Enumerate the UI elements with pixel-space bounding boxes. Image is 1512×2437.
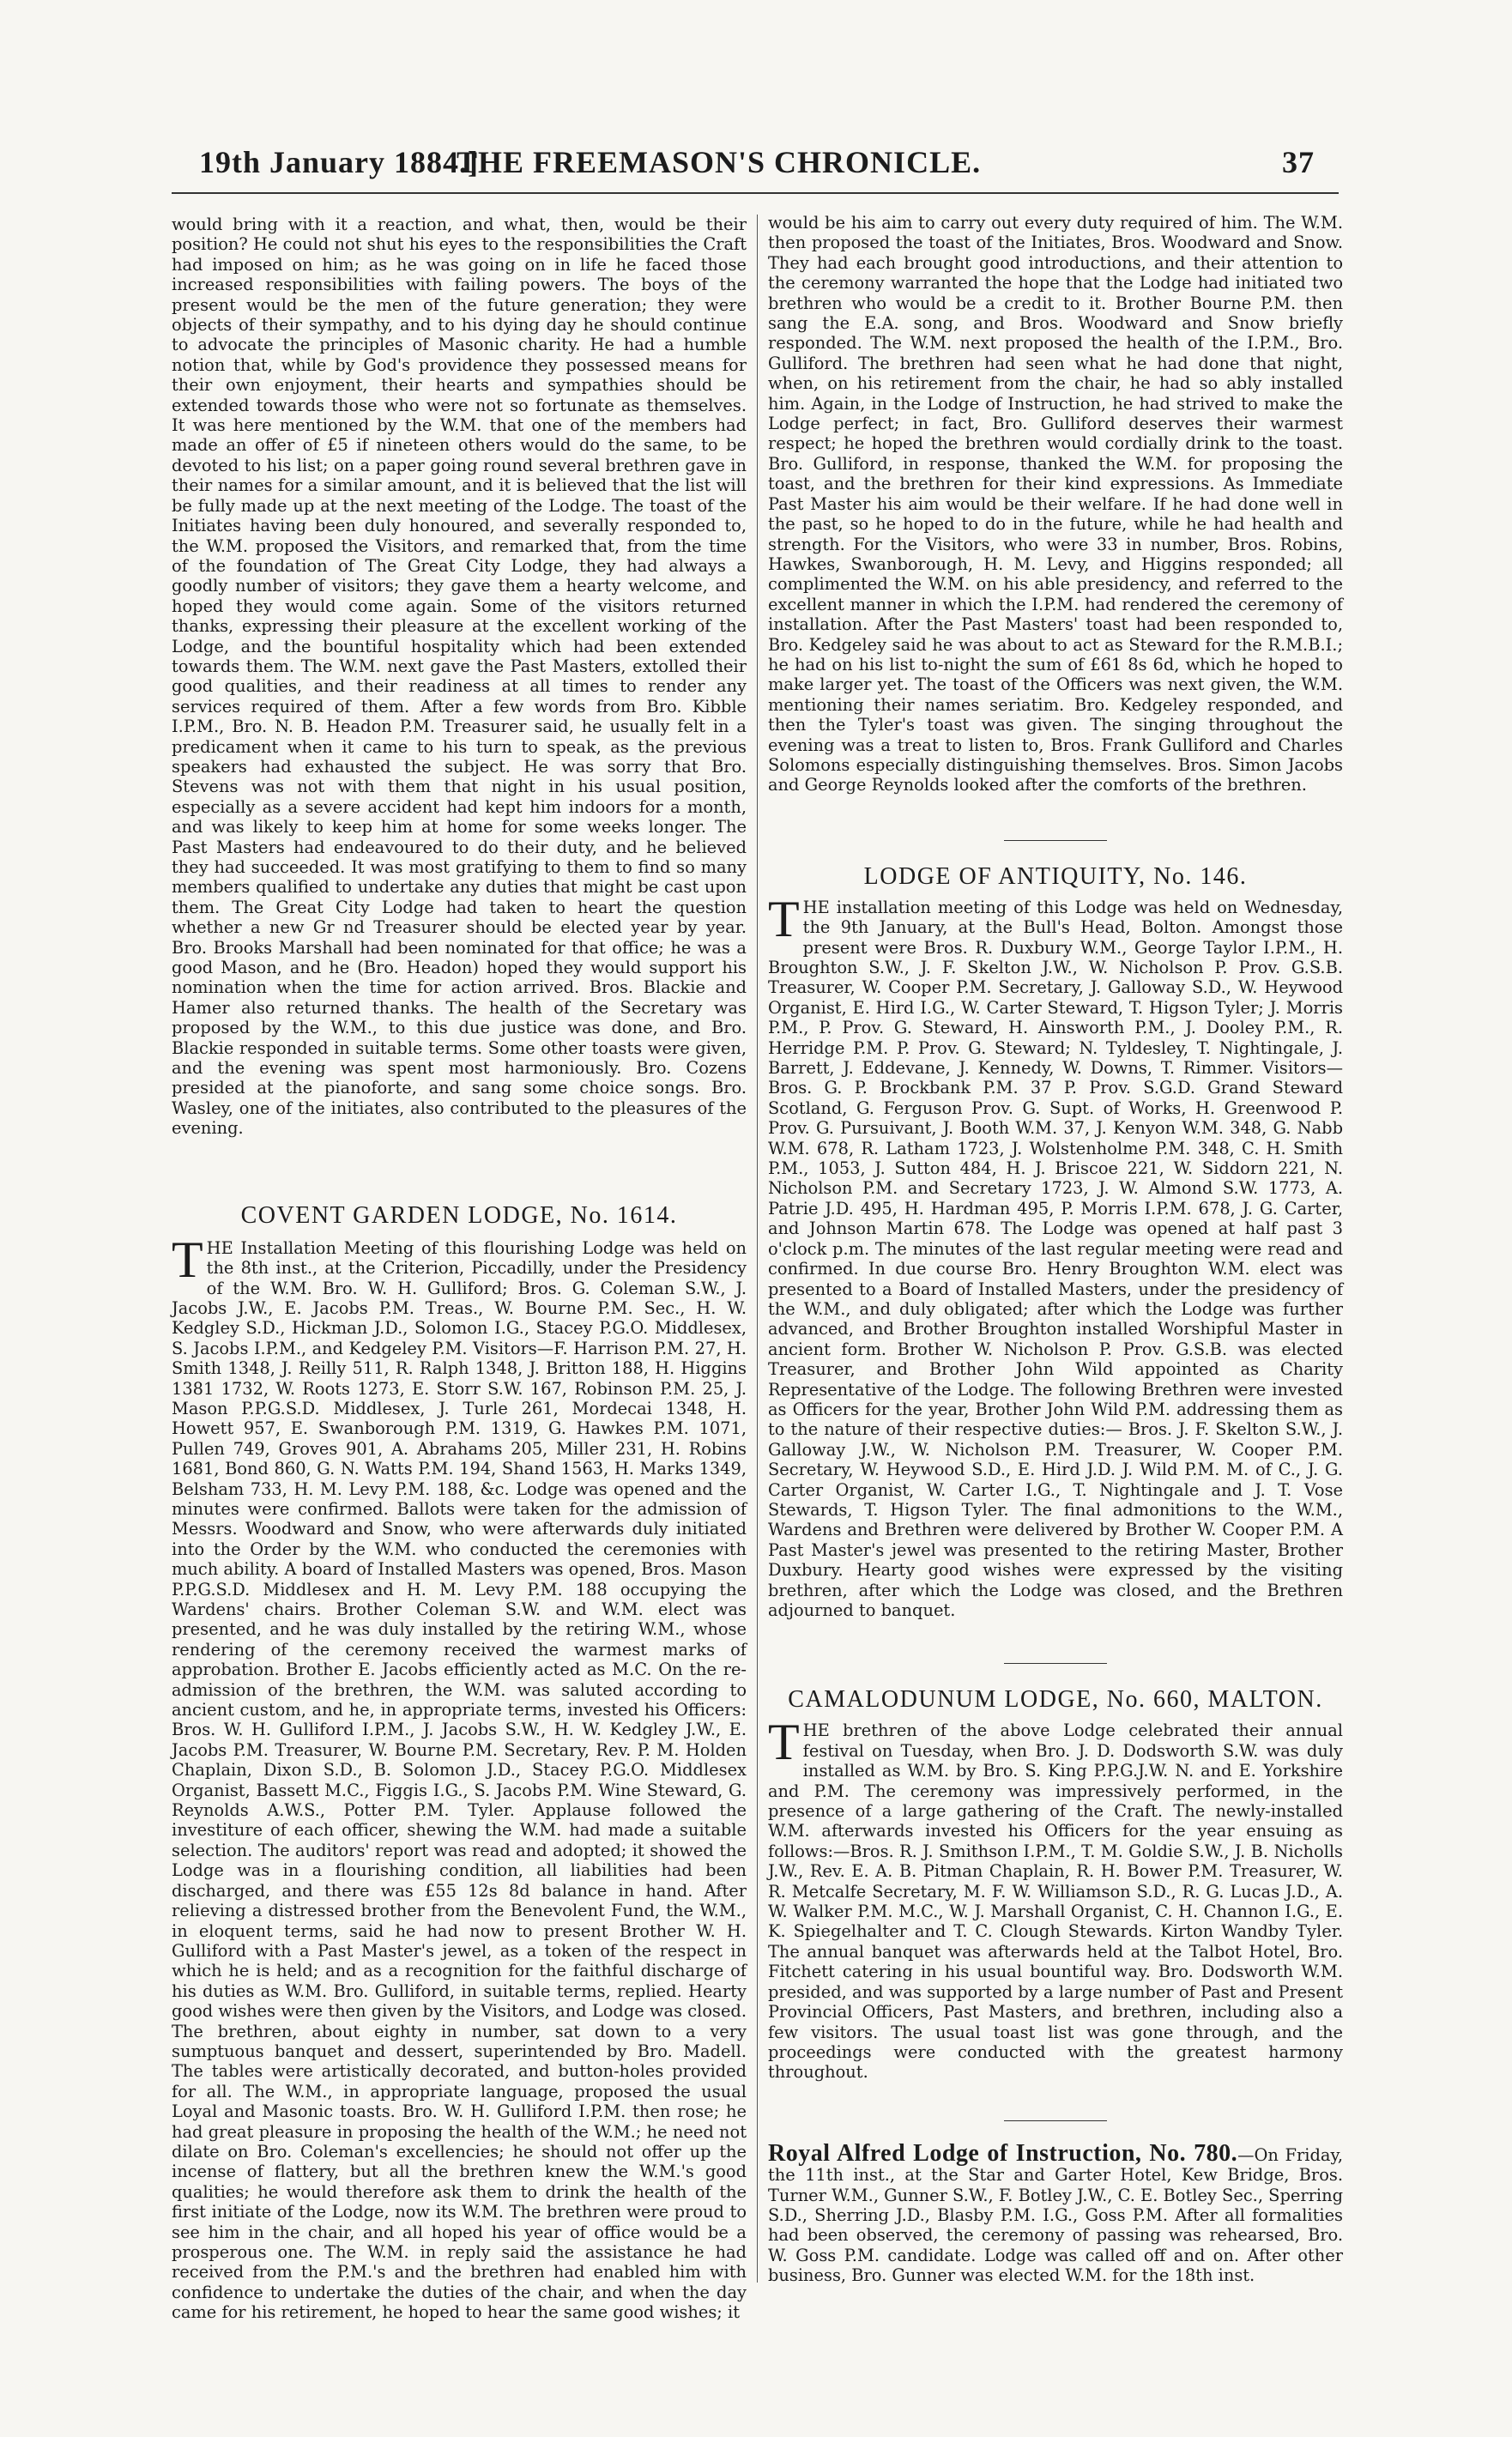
- covent-garden-continuation: would be his aim to carry out every duty required of him. The W.M. then proposed the toast of the Initiates, Bros. Woodward and Snow. They had each brought good introductions, and their attention to the ceremony warranted the hope that the Lodge had initiated two brethren who would be a credit to it. Brother Bourne P.M. then sang the E.A. song, and Bros. Woodward and Snow briefly responded. The W.M. next proposed the health of the I.P.M., Bro. Gulliford. The brethren had seen what he had done that night, when, on his retirement from the chair, he had so ably installed him. Again, in the Lodge of Instruction, he had strived to make the Lodge perfect; in fact, Bro. Gulliford deserves their warmest respect; he hoped the brethren would cordially drink to the toast. Bro. Gulliford, in response, thanked the W.M. for proposing the toast, and the brethren for their kind expressions. As Immediate Past Master his aim would be their welfare. If he had done well in the past, so he hoped to do in the future, while he had health and strength. For the Visitors, who were 33 in number, Bros. Robins, Hawkes, Swanborough, H. M. Levy, and Higgins responded; all complimented the W.M. on his able presidency, and referred to the excellent manner in which the I.P.M. had rendered the ceremony of installation. After the Past Masters' toast had been responded to, Bro. Kedgeley said he was about to act as Steward for the R.M.B.I.; he had on his list to-night the sum of £61 8s 6d, which he hoped to make larger yet. The toast of the Officers was next given, the W.M. mentioning their names seriatim. Bro. Kedgeley responded, and then the Tyler's toast was given. The singing throughout the evening was a treat to listen to, Bros. Frank Gulliford and Charles Solomons especially distinguishing themselves. Bros. Simon Jacobs and George Reynolds looked after the comforts of the brethren.: [768, 213, 1343, 795]
- antiquity-text: HE installation meeting of this Lodge was held on Wednesday, the 9th January, at the Bull's Head, Bolton. Amongst those present were Bros. R. Duxbury W.M., George Taylor I.P.M., H. Broughton S.W., J. F. Skelton J.W., W. Nicholson P. Prov. G.S.B. Treasurer, W. Cooper P.M. Secretary, J. Galloway S.D., W. Heywood Organist, E. Hird I.G., W. Carter Steward, T. Higson Tyler; J. Morris P.M., P. Prov. G. Steward, H. Ainsworth P.M., J. Dooley P.M., R. Herridge P.M. P. Prov. G. Steward; N. Tyldesley, T. Nightingale, J. Barrett, J. Eddevane, J. Kennedy, W. Downs, T. Rimmer. Visitors—Bros. G. P. Brockbank P.M. 37 P. Prov. S.G.D. Grand Steward Scotland, G. Ferguson Prov. G. Supt. of Works, H. Greenwood P. Prov. G. Pursuivant, J. Booth W.M. 37, J. Kenyon W.M. 348, G. Nabb W.M. 678, R. Latham 1723, J. Wolstenholme P.M. 348, C. H. Smith P.M., 1053, J. Sutton 484, H. J. Briscoe 221, W. Siddorn 221, N. Nicholson P.M. and Secretary 1723, J. W. Almond S.W. 1773, A. Patrie J.D. 495, H. Hardman 495, P. Morris I.P.M. 678, J. G. Carter, and Johnson Martin 678. The Lodge was opened at half past 3 o'clock p.m. The minutes of the last regular meeting were read and confirmed. In due course Bro. Henry Broughton W.M. elect was presented to a Board of Installed Masters, under the presidency of the W.M., and duly obligated; after which the Lodge was further advanced, and Brother Broughton installed Worshipful Master in ancient form. Brother W. Nicholson P. Prov. G.S.B. was elected Treasurer, and Brother John Wild appointed as Charity Representative of the Lodge. The following Brethren were invested as Officers for the year, Brother John Wild P.M. addressing them as to the nature of their respective duties:— Bros. J. F. Skelton S.W., J. Galloway J.W., W. Nicholson P.M. Treasurer, W. Cooper P.M. Secretary, W. Heywood S.D., E. Hird J.D. J. Wild P.M. M. of C., J. G. Carter Organist, W. Carter I.G., T. Nightingale and J. T. Vose Stewards, T. Higson Tyler. The final admonitions to the W.M., Wardens and Brethren were delivered by Brother W. Cooper P.M. A Past Master's jewel was presented to the retiring Master, Brother Duxbury. Hearty good wishes were expressed by the visiting brethren, after which the Lodge was closed, and the Brethren adjourned to banquet.: [768, 897, 1343, 1620]
- royal-alfred-text: —On Friday, the 11th inst., at the Star and Garter Hotel, Kew Bridge, Bros. Turner W.M., Gunner S.W., F. Botley J.W., C. E. Botley Sec., Sperring S.D., Sherring J.D., Blasby P.M. I.G., Goss P.M. After all formalities had been observed, the ceremony of passing was rehearsed, Bro. W. Goss P.M. candidate. Lodge was called off and on. After other business, Bro. Gunner was elected W.M. for the 18th inst.: [768, 2144, 1343, 2286]
- column-divider: [757, 215, 758, 2283]
- masthead-title: THE FREEMASON'S CHRONICLE.: [457, 145, 982, 179]
- antiquity-dropcap: T: [768, 890, 800, 947]
- antiquity-heading: LODGE OF ANTIQUITY, No. 146.: [863, 862, 1248, 890]
- camalodunum-heading: CAMALODUNUM LODGE, No. 660, MALTON.: [788, 1686, 1323, 1714]
- masthead-rule: [172, 192, 1339, 194]
- camalodunum-report: [768, 1714, 1343, 2083]
- masthead-page-number: 37: [1282, 145, 1315, 179]
- camalodunum-text: HE brethren of the above Lodge celebrated their annual festival on Tuesday, when Bro. J. D. Dodsworth S.W. was duly installed as W.M. by Bro. S. King P.P.G.J.W. N. and E. Yorkshire and P.M. The ceremony was impressively performed, in the presence of a large gathering of the Craft. The newly-installed W.M. afterwards invested his Officers for the year ensuing as follows:—Bros. R. J. Smithson I.P.M., T. M. Goldie S.W., J. B. Nicholls J.W., Rev. E. A. B. Pitman Chaplain, R. H. Bower P.M. Treasurer, W. R. Metcalfe Secretary, M. F. W. Williamson S.D., R. G. Lucas J.D., A. W. Walker P.M. M.C., W. J. Marshall Organist, C. H. Channon I.G., E. K. Spiegelhalter and T. C. Clough Stewards. Kirton Wandby Tyler. The annual banquet was afterwards held at the Talbot Hotel, Bro. Fitchett catering in his usual bountiful way. Bro. Dodsworth W.M. presided, and was supported by a large number of Past and Present Provincial Officers, Past Masters, and brethren, including also a few visitors. The usual toast list was gone through, and the proceedings were conducted with the greatest harmony throughout.: [768, 1720, 1343, 2083]
- covent-garden-dropcap: T: [172, 1231, 203, 1288]
- left-column: [172, 215, 747, 2323]
- camalodunum-dropcap: T: [768, 1714, 800, 1771]
- covent-garden-heading: COVENT GARDEN LODGE, No. 1614.: [240, 1201, 678, 1229]
- royal-alfred-report: [768, 2139, 1343, 2286]
- covent-garden-text: HE Installation Meeting of this flourishing Lodge was held on the 8th inst., at the Criterion, Piccadilly, under the Presidency of the W.M. Bro. W. H. Gulliford; Bros. G. Coleman S.W., J. Jacobs J.W., E. Jacobs P.M. Treas., W. Bourne P.M. Sec., H. W. Kedgley S.D., Hickman J.D., Solomon I.G., Stacey P.G.O. Middlesex, S. Jacobs I.P.M., and Kedgeley P.M. Visitors—F. Harrison P.M. 27, H. Smith 1348, J. Reilly 511, R. Ralph 1348, J. Britton 188, H. Higgins 1381 1732, W. Roots 1273, E. Storr S.W. 167, Robinson P.M. 25, J. Mason P.P.G.S.D. Middlesex, J. Turle 261, Mordecai 1348, H. Howett 957, E. Swanborough P.M. 1319, G. Hawkes P.M. 1071, Pullen 749, Groves 901, A. Abrahams 205, Miller 231, H. Robins 1681, Bond 860, G. N. Watts P.M. 194, Shand 1563, H. Marks 1349, Belsham 733, H. M. Levy P.M. 188, &c. Lodge was opened and the minutes were confirmed. Ballots were taken for the admission of Messrs. Woodward and Snow, who were afterwards duly initiated into the Order by the W.M. who conducted the ceremonies with much ability. A board of Installed Masters was opened, Bros. Mason P.P.G.S.D. Middlesex and H. M. Levy P.M. 188 occupying the Wardens' chairs. Brother Coleman S.W. and W.M. elect was presented, and he was duly installed by the retiring W.M., whose rendering of the ceremony received the warmest marks of approbation. Brother E. Jacobs efficiently acted as M.C. On the re-admission of the brethren, the W.M. was saluted according to ancient custom, and he, in appropriate terms, invested his Officers: Bros. W. H. Gulliford I.P.M., J. Jacobs S.W., H. W. Kedgley J.W., E. Jacobs P.M. Treasurer, W. Bourne P.M. Secretary, Rev. P. M. Holden Chaplain, Dixon S.D., B. Solomon J.D., Stacey P.G.O. Middlesex Organist, Bassett M.C., Figgis I.G., S. Jacobs P.M. Wine Steward, G. Reynolds A.W.S., Potter P.M. Tyler. Applause followed the investiture of each officer, shewing the W.M. had made a suitable selection. The auditors' report was read and adopted; it showed the Lodge was in a flourishing condition, all liabilities had been discharged, and there was £55 12s 8d balance in hand. After relieving a distressed brother from the Benevolent Fund, the W.M., in eloquent terms, said he had now to present Brother W. H. Gulliford with a Past Master's jewel, as a token of the respect in which he is held; and as a recognition for the faithful discharge of his duties as W.M. Bro. Gulliford, in suitable terms, replied. Hearty good wishes were then given by the Visitors, and Lodge was closed. The brethren, about eighty in number, sat down to a very sumptuous banquet and dessert, superintended by Bro. Madell. The tables were artistically decorated, and button-holes provided for all. The W.M., in appropriate language, proposed the usual Loyal and Masonic toasts. Bro. W. H. Gulliford I.P.M. then rose; he had great pleasure in proposing the health of the W.M.; he need not dilate on Bro. Coleman's excellencies; he should not offer up the incense of flattery, but all the brethren knew the W.M.'s good qualities; he would therefore ask them to drink the health of the first initiate of the Lodge, now its W.M. The brethren were proud to see him in the chair, and all hoped his year of office would be a prosperous one. The W.M. in reply said the assistance he had received from the P.M.'s and the brethren had enabled him with confidence to undertake the duties of the chair, and when the day came for his retirement, he hoped to hear the same good wishes; it: [172, 1237, 747, 2323]
- antiquity-report: [768, 890, 1343, 1621]
- masthead: [199, 144, 1315, 185]
- great-city-lodge-continuation: would bring with it a reaction, and what, then, would be their position? He could not shut his eyes to the responsibilities the Craft had imposed on him; as he was going on in life he faced those increased responsibilities with failing powers. The boys of the present would be the men of the future generation; they were objects of their sympathy, and to his dying day he should continue to advocate the principles of Masonic charity. He had a humble notion that, while by God's providence they possessed means for their own enjoyment, their hearts and sympathies should be extended towards those who were not so fortunate as themselves. It was here mentioned by the W.M. that one of the members had made an offer of £5 if nineteen others would do the same, to be devoted to his list; on a paper going round several brethren gave in their names for a similar amount, and it is believed that the list will be fully made up at the next meeting of the Lodge. The toast of the Initiates having been duly honoured, and severally responded to, the W.M. proposed the Visitors, and remarked that, from the time of the foundation of The Great City Lodge, they had always a goodly number of visitors; they gave them a hearty welcome, and hoped they would come again. Some of the visitors returned thanks, expressing their pleasure at the excellent working of the Lodge, and the bountiful hospitality which had been extended towards them. The W.M. next gave the Past Masters, extolled their good qualities, and their readiness at all times to render any services required of them. After a few words from Bro. Kibble I.P.M., Bro. N. B. Headon P.M. Treasurer said, he usually felt in a predicament when it came to his turn to speak, as the previous speakers had exhausted the subject. He was sorry that Bro. Stevens was not with them that night in his usual position, especially as a severe accident had kept him indoors for a month, and was likely to keep him at home for some weeks longer. The Past Masters had endeavoured to do their duty, and he believed they had succeeded. It was most gratifying to them to find so many members qualified to undertake any duties that might be cast upon them. The Great City Lodge had taken to heart the question whether a new Gr nd Treasurer should be elected year by year. Bro. Brooks Marshall had been nominated for that office; he was a good Mason, and he (Bro. Headon) hoped they would support his nomination when the time for action arrived. Bros. Blackie and Hamer also returned thanks. The health of the Secretary was proposed by the W.M., to this due justice was done, and Bro. Blackie responded in suitable terms. Some other toasts were given, and the evening was spent most harmoniously. Bro. Cozens presided at the pianoforte, and sang some choice songs. Bro. Wasley, one of the initiates, also contributed to the pleasures of the evening.: [172, 215, 747, 1139]
- covent-garden-report: [172, 1231, 747, 2323]
- masthead-date: 19th January 1884.]: [199, 145, 480, 179]
- right-column: [768, 213, 1343, 2286]
- royal-alfred-heading: Royal Alfred Lodge of Instruction, No. 780.: [768, 2139, 1238, 2167]
